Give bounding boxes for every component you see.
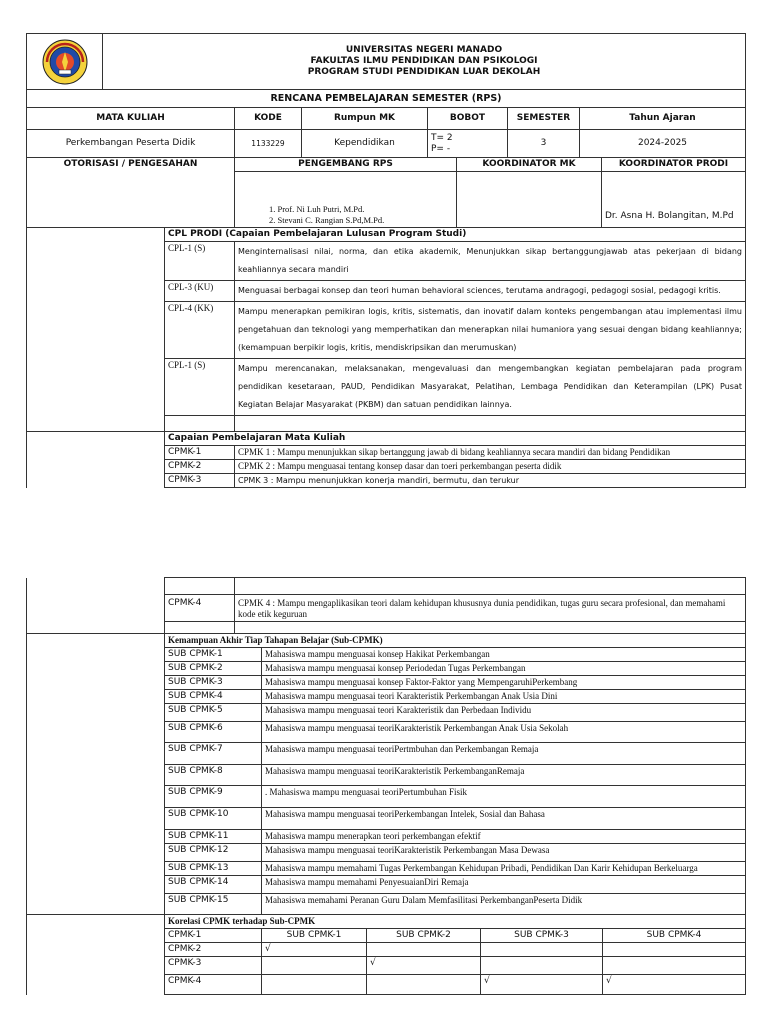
pengembang-names bbox=[235, 172, 457, 228]
cpl-empty-text bbox=[235, 416, 746, 432]
korelasi-row-code-2: CPMK-2 bbox=[165, 943, 262, 957]
sub-cpmk-text-14: Mahasiswa mampu memahami PenyesuaianDiri Remaja bbox=[262, 876, 746, 894]
sub-cpmk-text-6: Mahasiswa mampu menguasai teoriKarakteristik Perkembangan Anak Usia Sekolah bbox=[262, 722, 746, 743]
korelasi-col-1: SUB CPMK-1 bbox=[262, 929, 367, 943]
korelasi-mark-2-1: √ bbox=[262, 943, 367, 957]
korelasi-mark-4-4: √ bbox=[603, 975, 746, 995]
cpl-left-blank bbox=[27, 228, 165, 433]
sub-cpmk-code-5: SUB CPMK-5 bbox=[165, 704, 262, 722]
cpmk-text-1: CPMK 1 : Mampu menunjukkan sikap bertanggung jawab di bidang keahliannya secara mandiri dan bidang Pendidikan bbox=[235, 446, 746, 460]
header-title-cell bbox=[103, 34, 746, 90]
cpmk-cont-empty-code-2 bbox=[165, 622, 235, 634]
sub-cpmk-code-2: SUB CPMK-2 bbox=[165, 662, 262, 676]
korelasi-mark-2-4 bbox=[603, 943, 746, 957]
cpmk-title: Capaian Pembelajaran Mata Kuliah bbox=[165, 432, 746, 446]
korelasi-mark-3-3 bbox=[481, 957, 603, 975]
cpl-code-4: CPL-1 (S) bbox=[165, 359, 235, 416]
cpmk-code-3: CPMK-3 bbox=[165, 474, 235, 488]
pengembang-2: 2. Stevani C. Rangian S.Pd,M.Pd. bbox=[269, 215, 385, 225]
sub-cpmk-text-3: Mahasiswa mampu menguasai konsep Faktor-Faktor yang MempengaruhiPerkembang bbox=[262, 676, 746, 690]
cpl-empty-code bbox=[165, 416, 235, 432]
cpmk-cont-empty-code bbox=[165, 578, 235, 595]
course-name: Perkembangan Peserta Didik bbox=[27, 130, 235, 158]
sub-cpmk-code-6: SUB CPMK-6 bbox=[165, 722, 262, 743]
koordinator-mk-label: KOORDINATOR MK bbox=[457, 158, 602, 172]
korelasi-mark-4-2 bbox=[367, 975, 481, 995]
cpmk-text-2: CPMK 2 : Mampu menguasai tentang konsep dasar dan toeri perkembangan peserta didik bbox=[235, 460, 746, 474]
sub-cpmk-code-14: SUB CPMK-14 bbox=[165, 876, 262, 894]
cpl-code-2: CPL-3 (KU) bbox=[165, 281, 235, 302]
sub-cpmk-code-10: SUB CPMK-10 bbox=[165, 808, 262, 830]
korelasi-title: Korelasi CPMK terhadap Sub-CPMK bbox=[165, 915, 746, 929]
cpmk-code-4: CPMK-4 bbox=[165, 595, 235, 622]
sub-cpmk-table bbox=[26, 633, 746, 915]
course-year: 2024-2025 bbox=[580, 130, 746, 158]
sub-cpmk-text-4: Mahasiswa mampu menguasai teori Karakteristik Perkembangan Anak Usia Dini bbox=[262, 690, 746, 704]
cpmk-left-blank bbox=[27, 432, 165, 488]
sub-cpmk-code-12: SUB CPMK-12 bbox=[165, 844, 262, 862]
sub-cpmk-code-13: SUB CPMK-13 bbox=[165, 862, 262, 876]
korelasi-table bbox=[26, 914, 746, 995]
header-table bbox=[26, 33, 746, 108]
header-kode: KODE bbox=[235, 108, 302, 130]
cpmk-cont-empty-text bbox=[235, 578, 746, 595]
sub-cpmk-text-15: Mahasiswa memahami Peranan Guru Dalam Memfasilitasi PerkembanganPeserta Didik bbox=[262, 894, 746, 915]
cpl-code-1: CPL-1 (S) bbox=[165, 242, 235, 281]
korelasi-mark-3-1 bbox=[262, 957, 367, 975]
faculty-name: FAKULTAS ILMU PENDIDIKAN DAN PSIKOLOGI bbox=[310, 56, 538, 66]
sub-cpmk-left-blank bbox=[27, 634, 165, 915]
sub-cpmk-code-1: SUB CPMK-1 bbox=[165, 648, 262, 662]
cpl-text-3: Mampu menerapkan pemikiran logis, kritis, sistematis, dan inovatif dalam konteks pengembangan atau implementasi ilmu pengetahuan dan teknologi yang memperhatikan dan menerapkan nilai humaniora yang sesuai dengan bidang keahliannya; (kemampuan berpikir logis, kritis, mendiskripsikan dan merumuskan) bbox=[235, 302, 746, 359]
header-bobot: BOBOT bbox=[428, 108, 508, 130]
university-name: UNIVERSITAS NEGERI MANADO bbox=[345, 45, 503, 55]
cpl-text-4: Mampu merencanakan, melaksanakan, mengevaluasi dan mengembangkan kegiatan pembelajaran pada program pendidikan kesetaraan, PAUD, Pendidikan Masyarakat, Pelatihan, Lembaga Pendidikan dan Keterampilan (LPK) Pusat Kegiatan Belajar Masyarakat (PKBM) dan satuan pendidikan lainnya. bbox=[235, 359, 746, 416]
sub-cpmk-code-4: SUB CPMK-4 bbox=[165, 690, 262, 704]
rps-page-1 bbox=[26, 33, 746, 488]
sub-cpmk-code-11: SUB CPMK-11 bbox=[165, 830, 262, 844]
sub-cpmk-text-1: Mahasiswa mampu menguasai konsep Hakikat Perkembangan bbox=[262, 648, 746, 662]
koordinator-prodi-value bbox=[602, 172, 746, 228]
course-bobot bbox=[428, 130, 508, 158]
sub-cpmk-text-9: . Mahasiswa mampu menguasai teoriPertumbuhan Fisik bbox=[262, 786, 746, 808]
doc-title: RENCANA PEMBELAJARAN SEMESTER (RPS) bbox=[27, 90, 746, 108]
sub-cpmk-text-12: Mahasiswa mampu menguasai teoriKarakteristik Perkembangan Masa Dewasa bbox=[262, 844, 746, 862]
sub-cpmk-code-8: SUB CPMK-8 bbox=[165, 765, 262, 786]
korelasi-col-3: SUB CPMK-3 bbox=[481, 929, 603, 943]
korelasi-row-code-4: CPMK-4 bbox=[165, 975, 262, 995]
sub-cpmk-text-8: Mahasiswa mampu menguasai teoriKarakteristik PerkembanganRemaja bbox=[262, 765, 746, 786]
header-mata-kuliah: MATA KULIAH bbox=[27, 108, 235, 130]
cpl-table bbox=[26, 227, 746, 432]
sub-cpmk-code-15: SUB CPMK-15 bbox=[165, 894, 262, 915]
bobot-p: P= - bbox=[431, 143, 451, 154]
korelasi-col-4: SUB CPMK-4 bbox=[603, 929, 746, 943]
cpmk-cont-empty-text-2 bbox=[235, 622, 746, 634]
sub-cpmk-text-5: Mahasiswa mampu menguasai teori Karakteristik dan Perbedaan Individu bbox=[262, 704, 746, 722]
sub-cpmk-code-7: SUB CPMK-7 bbox=[165, 743, 262, 765]
course-table bbox=[26, 107, 746, 158]
auth-table bbox=[26, 157, 746, 228]
cpmk-cont-left-blank bbox=[27, 578, 165, 634]
course-rumpun: Kependidikan bbox=[302, 130, 428, 158]
sub-cpmk-text-10: Mahasiswa mampu menguasai teoriPerkembangan Intelek, Sosial dan Bahasa bbox=[262, 808, 746, 830]
korelasi-mark-2-2 bbox=[367, 943, 481, 957]
cpmk-table bbox=[26, 431, 746, 488]
cpmk-text-3: CPMK 3 : Mampu menunjukkan konerja mandiri, bermutu, dan terukur bbox=[235, 474, 746, 488]
rps-page-2 bbox=[26, 577, 746, 995]
korelasi-col-2: SUB CPMK-2 bbox=[367, 929, 481, 943]
cpmk-code-1: CPMK-1 bbox=[165, 446, 235, 460]
sub-cpmk-code-3: SUB CPMK-3 bbox=[165, 676, 262, 690]
auth-label: OTORISASI / PENGESAHAN bbox=[27, 158, 235, 228]
sub-cpmk-text-7: Mahasiswa mampu menguasai teoriPertmbuhan dan Perkembangan Remaja bbox=[262, 743, 746, 765]
sub-cpmk-text-2: Mahasiswa mampu menguasai konsep Periodedan Tugas Perkembangan bbox=[262, 662, 746, 676]
header-rumpun: Rumpun MK bbox=[302, 108, 428, 130]
course-code: 1133229 bbox=[235, 130, 302, 158]
cpl-code-3: CPL-4 (KK) bbox=[165, 302, 235, 359]
korelasi-corner: CPMK-1 bbox=[165, 929, 262, 943]
koordinator-prodi-label: KOORDINATOR PRODI bbox=[602, 158, 746, 172]
program-name: PROGRAM STUDI PENDIDIKAN LUAR DEKOLAH bbox=[307, 67, 541, 77]
cpmk-cont-table bbox=[26, 577, 746, 634]
sub-cpmk-code-9: SUB CPMK-9 bbox=[165, 786, 262, 808]
korelasi-mark-4-1 bbox=[262, 975, 367, 995]
koordinator-mk-value bbox=[457, 172, 602, 228]
sub-cpmk-text-11: Mahasiswa mampu menerapkan teori perkembangan efektif bbox=[262, 830, 746, 844]
korelasi-mark-3-2: √ bbox=[367, 957, 481, 975]
pengembang-1: 1. Prof. Ni Luh Putri, M.Pd. bbox=[269, 204, 365, 214]
sub-cpmk-text-13: Mahasiswa mampu memahami Tugas Perkembangan Kehidupan Pribadi, Pendidikan Dan Karir Kehidupan Berkeluarga bbox=[262, 862, 746, 876]
korelasi-mark-4-3: √ bbox=[481, 975, 603, 995]
cpl-text-1: Menginternalisasi nilai, norma, dan etika akademik, Menunjukkan sikap bertanggungjawab atas pekerjaan di bidang keahliannya secara mandiri bbox=[235, 242, 746, 281]
koordinator-prodi-name: Dr. Asna H. Bolangitan, M.Pd bbox=[605, 211, 734, 221]
cpmk-code-2: CPMK-2 bbox=[165, 460, 235, 474]
course-semester: 3 bbox=[508, 130, 580, 158]
university-seal-icon bbox=[41, 38, 89, 86]
korelasi-left-blank bbox=[27, 915, 165, 995]
cpl-title: CPL PRODI (Capaian Pembelajaran Lulusan Program Studi) bbox=[165, 228, 746, 242]
header-tahun-ajaran: Tahun Ajaran bbox=[580, 108, 746, 130]
cpmk-text-4: CPMK 4 : Mampu mengaplikasikan teori dalam kehidupan khususnya dunia pendidikan, tugas guru secara profesional, dan memahami kode etik keguruan bbox=[235, 595, 746, 622]
logo-cell bbox=[27, 34, 103, 90]
korelasi-mark-2-3 bbox=[481, 943, 603, 957]
sub-cpmk-title: Kemampuan Akhir Tiap Tahapan Belajar (Sub-CPMK) bbox=[165, 634, 746, 648]
cpl-text-2: Menguasai berbagai konsep dan teori human behavioral sciences, terutama andragogi, pedagogi sosial, pedagogi kritis. bbox=[235, 281, 746, 302]
korelasi-mark-3-4 bbox=[603, 957, 746, 975]
bobot-t: T= 2 bbox=[431, 132, 453, 143]
pengembang-label: PENGEMBANG RPS bbox=[235, 158, 457, 172]
korelasi-row-code-3: CPMK-3 bbox=[165, 957, 262, 975]
header-semester: SEMESTER bbox=[508, 108, 580, 130]
